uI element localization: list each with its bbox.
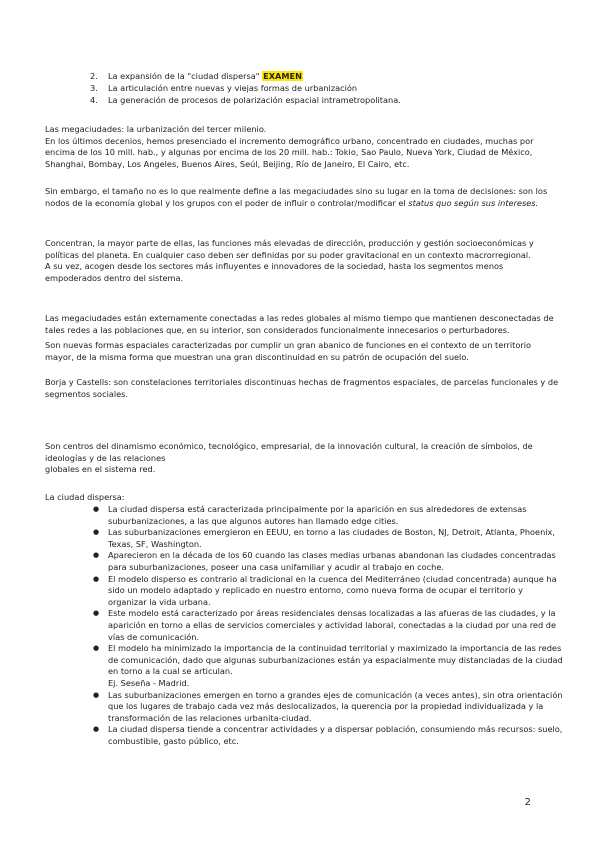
paragraph: globales en el sistema red. — [45, 464, 156, 475]
list-item — [90, 95, 401, 107]
example-note: Ej. Seseña - Madrid. — [108, 677, 190, 688]
section-heading: La ciudad dispersa: — [45, 492, 125, 502]
list-number: 2. — [90, 71, 98, 81]
list-item — [90, 71, 401, 83]
numbered-list — [90, 71, 401, 107]
bullet-item: ● La ciudad dispersa tiende a concentrar actividades y a dispersar población, consumiendo más recursos: suelo, combustible, gasto público, etc. — [93, 724, 563, 747]
paragraph: Son nuevas formas espaciales caracterizadas por cumplir un gran abanico de funciones en el contexto de un territorio mayor, de la misma forma que muestran una gran discontinuidad en su patrón de ocupación del suelo. — [45, 340, 532, 362]
paragraph: Concentran, la mayor parte de ellas, las funciones más elevadas de dirección, producción y gestión socioeconómicas y políticas del planeta. En cualquier caso deben ser definidas por su poder gravitacional en un contexto macrorregional. — [45, 238, 534, 260]
section-heading: Las megaciudades: la urbanización del tercer milenio. — [45, 124, 267, 134]
bullet-item: ● El modelo ha minimizado la importancia de la continuidad territorial y maximizado la importancia de las redes de comunicación, dado que algunas suburbanizaciones están ya espacialmente muy distanciadas de la ciudad en torno a la cual se articulan. — [93, 643, 563, 678]
paragraph: Borja y Castells: son constelaciones territoriales discontinuas hechas de fragmentos espaciales, de parcelas funcionales y de segmentos sociales. — [45, 377, 559, 399]
exam-highlight: EXAMEN — [263, 71, 302, 81]
list-item-text: La generación de procesos de polarización espacial intrametropolitana. — [108, 95, 401, 105]
list-item — [90, 83, 401, 95]
bullet-item: ● La ciudad dispersa está caracterizada principalmente por la aparición en sus alrededores de extensas suburbanizaciones, a las que algunos autores han llamado edge cities. — [93, 504, 563, 527]
bullet-item: ● El modelo disperso es contrario al tradicional en la cuenca del Mediterráneo (ciudad concentrada) aunque ha sido un modelo adaptado y replicado en nuestro entorno, como nueva forma de ocupar el territorio y organizar la vida urbana. — [93, 574, 563, 609]
paragraph: Son centros del dinamismo económico, tecnológico, empresarial, de la innovación cultural, la creación de símbolos, de ideologías y de las relaciones — [45, 441, 533, 463]
paragraph: A su vez, acogen desde los sectores más influyentes e innovadores de la sociedad, hasta los segmentos menos empoderados dentro del sistema. — [45, 261, 504, 283]
bullet-item: ● Aparecieron en la década de los 60 cuando las clases medias urbanas abandonan las ciudades concentradas para suburbanizaciones, poseer una casa unifamiliar y acudir al trabajo en coche. — [93, 550, 563, 573]
paragraph: Sin embargo, el tamaño no es lo que realmente define a las megaciudades sino su lugar en la toma de decisiones: son los nodos de la economía global y los grupos con el poder de influir o controlar/modificar el status quo según sus intereses. — [45, 186, 548, 208]
paragraph-centros — [45, 441, 560, 476]
paragraph: En los últimos decenios, hemos presenciado el incremento demográfico urbano, concentrado en ciudades, muchas por encima de los 10 mill. hab., y algunas por encima de los 20 mill. hab.: Tokio, Sao Paulo, Nueva York, Ciudad de México, Shanghai, Bombay, Los Angeles, Buenos Aires, Seúl, Beijing, Río de Janeiro, El Cairo, etc. — [45, 135, 534, 169]
ciudad-dispersa-heading-block — [45, 492, 560, 504]
bullet-item: ● Este modelo está caracterizado por áreas residenciales densas localizadas a las afueras de las ciudades, y la aparición en torno a ellas de servicios comerciales y actividad laboral, conectadas a la ciudad por una red de vías de comunicación. — [93, 608, 563, 643]
paragraph-funciones — [45, 238, 560, 284]
bullet-item: ● Las suburbanizaciones emergieron en EEUU, en torno a las ciudades de Boston, NJ, Detroit, Atlanta, Phoenix, Texas, SF, Washington. — [93, 527, 563, 550]
bullet-list — [93, 504, 563, 747]
list-item-text: La articulación entre nuevas y viejas formas de urbanización — [108, 83, 358, 93]
paragraph-conectadas — [45, 313, 560, 336]
paragraph-decisiones — [45, 186, 560, 209]
list-number: 3. — [90, 83, 98, 93]
paragraph: Las megaciudades están externamente conectadas a las redes globales al mismo tiempo que mantienen desconectadas de tales redes a las poblaciones que, en su interior, son considerados funcionalmente innecesarios o perturbadores. — [45, 313, 554, 335]
megaciudades-intro — [45, 124, 560, 170]
list-item-text: La expansión de la "ciudad dispersa" — [108, 71, 260, 81]
list-number: 4. — [90, 95, 98, 105]
italic-text: status quo según sus intereses. — [408, 197, 539, 208]
paragraph-borja-castells — [45, 377, 560, 400]
page-number: 2 — [524, 797, 531, 808]
paragraph-formas-espaciales — [45, 340, 560, 363]
bullet-item: ● Las suburbanizaciones emergen en torno a grandes ejes de comunicación (a veces antes), sin otra orientación que los lugares de trabajo cada vez más deslocalizados, la querencia por la propiedad individualizada y la transformación de las relaciones urbanita-ciudad. — [93, 690, 563, 725]
